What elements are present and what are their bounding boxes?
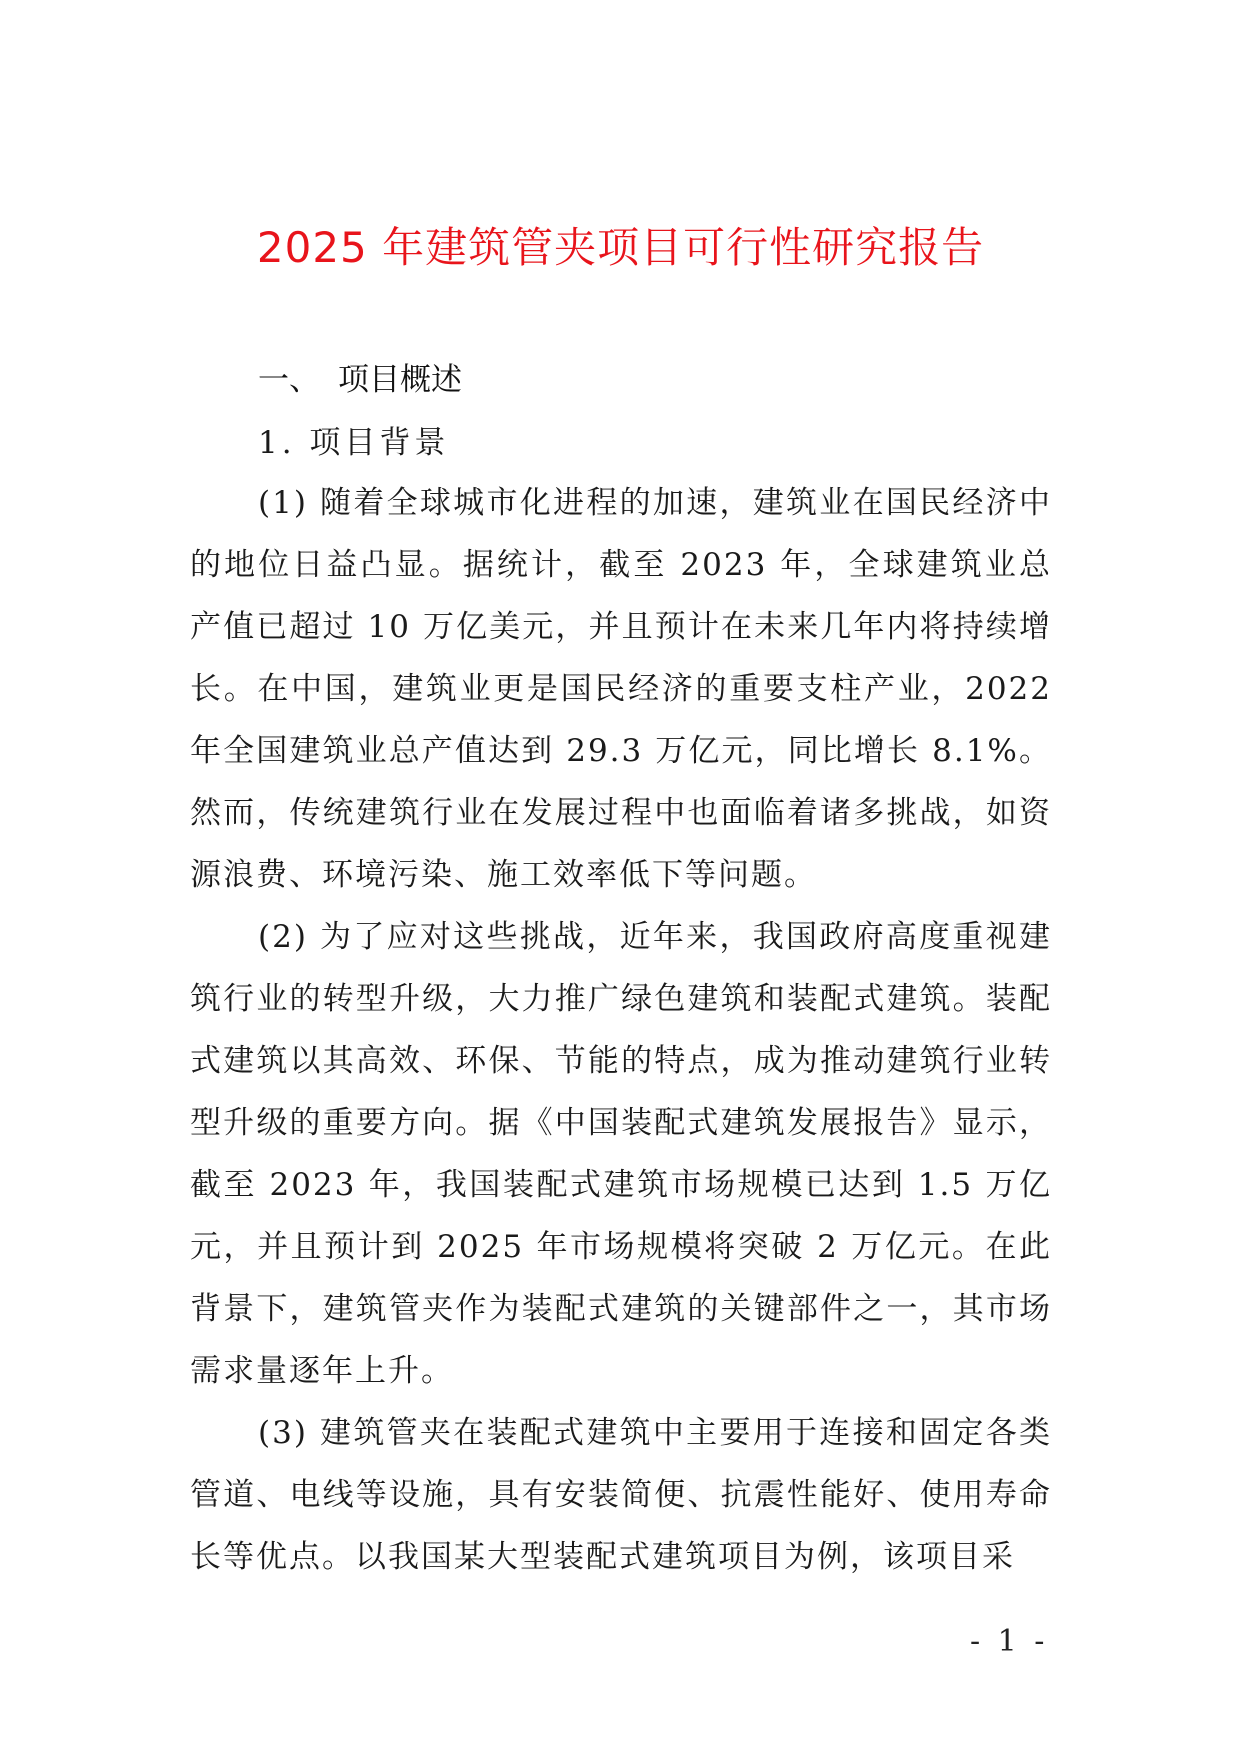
paragraph-3: (3) 建筑管夹在装配式建筑中主要用于连接和固定各类管道、电线等设施，具有安装简便、抗震性能好、使用寿命长等优点。以我国某大型装配式建筑项目为例，该项目采: [190, 1415, 1052, 1575]
paragraph-2: (2) 为了应对这些挑战，近年来，我国政府高度重视建筑行业的转型升级，大力推广绿色建筑和装配式建筑。装配式建筑以其高效、环保、节能的特点，成为推动建筑行业转型升级的重要方向。据《中国装配式建筑发展报告》显示，截至 2023 年，我国装配式建筑市场规模已达到 1.5 万亿元，并且预计到 2025 年市场规模将突破 2 万亿元。在此背景下，建筑管夹作为装配式建筑的关键部件之一，其市场需求量逐年上升。: [190, 919, 1052, 1389]
paragraph-1: (1) 随着全球城市化进程的加速，建筑业在国民经济中的地位日益凸显。据统计，截至 2023 年，全球建筑业总产值已超过 10 万亿美元，并且预计在未来几年内将持续增长。在中国，建筑业更是国民经济的重要支柱产业，2022 年全国建筑业总产值达到 29.3 万亿元，同比增长 8.1%。然而，传统建筑行业在发展过程中也面临着诸多挑战，如资源浪费、环境污染、施工效率低下等问题。: [190, 485, 1052, 893]
section-heading: [258, 357, 462, 403]
section-title: 项目概述: [338, 362, 462, 398]
document-title: 2025 年建筑管夹项目可行性研究报告: [256, 223, 985, 272]
subsection-heading: 1. 项目背景: [258, 425, 450, 461]
section-number: 一、: [258, 362, 320, 398]
page-number: - 1 -: [970, 1624, 1049, 1659]
